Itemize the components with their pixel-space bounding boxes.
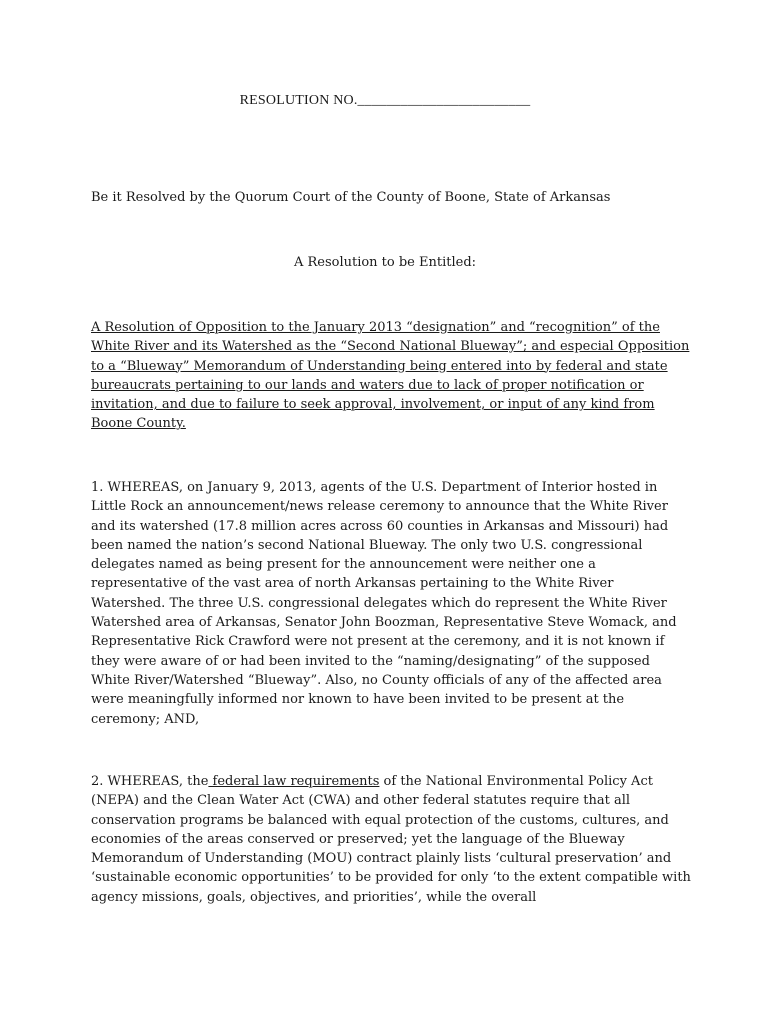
entitled-line: A Resolution to be Entitled: [293,255,477,270]
resolved-line: Be it Resolved by the Quorum Court of the County of Boone, State of Arkansas [91,190,611,205]
resolution-number-title: RESOLUTION NO.________________________ [239,93,531,108]
paragraph-2-rest: of the National Environmental Policy Act (NEPA) and the Clean Water Act (CWA) and other federal statutes require that all conservation programs be balanced with equal protection of the customs, cultures, and economies of the areas conserved or preserved; yet the language of the Blueway Memorandum of Understanding (MOU) contract plainly lists ‘cultural preservation’ and ‘sustainable economic opportunities’ to be provided for only ‘to the extent compatible with agency missions, goals, objectives, and priorities’, while the overall [91,774,691,905]
whereas-paragraph-2 [91,772,691,907]
whereas-paragraph-1: 1. WHEREAS, on January 9, 2013, agents of the U.S. Department of Interior hosted in Little Rock an announcement/news release ceremony to announce that the White River and its watershed (17.8 million acres across 60 counties in Arkansas and Missouri) had been named the nation’s second National Blueway. The only two U.S. congressional delegates named as being present for the announcement were neither one a representative of the vast area of north Arkansas pertaining to the White River Watershed. The three U.S. congressional delegates which do represent the White River Watershed area of Arkansas, Senator John Boozman, Representative Steve Womack, and Representative Rick Crawford were not present at the ceremony, and it is not known if they were aware of or had been invited to the “naming/designating” of the supposed White River/Watershed “Blueway”. Also, no County officials of any of the affected area were meaningfully informed nor known to have been invited to be present at the ceremony; AND, [91,480,677,727]
resolution-heading: A Resolution of Opposition to the January 2013 “designation” and “recognition” of the White River and its Watershed as the “Second National Blueway”; and especial Opposition to a “Blueway” Memorandum of Understanding being entered into by federal and state bureaucrats pertaining to our lands and waters due to lack of proper notification or invitation, and due to failure to seek approval, involvement, or input of any kind from Boone County. [91,320,690,432]
federal-law-requirements-text: federal law requirements [208,774,380,789]
paragraph-2-lead: 2. WHEREAS, the [91,774,209,789]
